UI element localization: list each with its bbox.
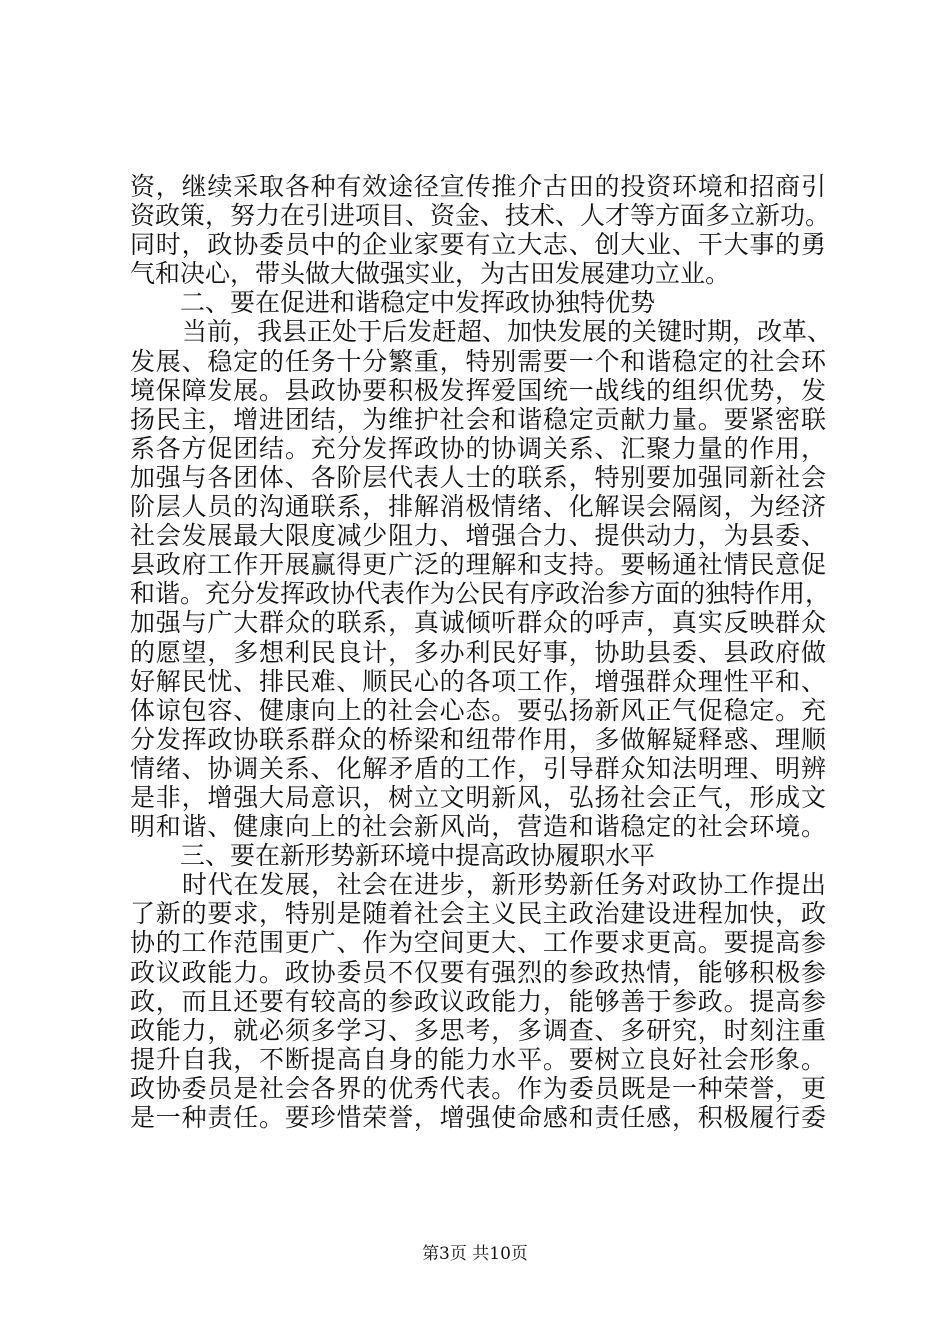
text-line: 政，而且还要有较高的参政议政能力，能够善于参政。提高参 — [130, 986, 826, 1016]
text-line: 系各方促团结。充分发挥政协的协调关系、汇聚力量的作用， — [130, 433, 826, 463]
text-line: 资政策，努力在引进项目、资金、技术、人才等方面多立新功。 — [130, 201, 831, 231]
text-line: 时代在发展，社会在进步，新形势新任务对政协工作提出 — [182, 870, 826, 900]
text-line: 加强与各团体、各阶层代表人士的联系，特别要加强同新社会 — [130, 462, 826, 492]
document-body — [130, 172, 833, 1132]
text-line: 和谐。充分发挥政协代表作为公民有序政治参方面的独特作用， — [130, 579, 831, 609]
text-line: 政议政能力。政协委员不仅要有强烈的参政热情，能够积极参 — [130, 957, 826, 987]
text-line: 气和决心，带头做大做强实业，为古田发展建功立业。 — [130, 259, 731, 289]
text-line: 好解民忧、排民难、顺民心的各项工作，增强群众理性平和、 — [130, 666, 826, 696]
text-line: 体谅包容、健康向上的社会心态。要弘扬新风正气促稳定。充 — [130, 695, 826, 725]
text-line: 加强与广大群众的联系，真诚倾听群众的呼声，真实反映群众 — [130, 608, 826, 638]
text-line: 县政府工作开展赢得更广泛的理解和支持。要畅通社情民意促 — [130, 550, 826, 580]
page-footer: 第3页 共10页 — [422, 1244, 528, 1264]
text-line: 明和谐、健康向上的社会新风尚，营造和谐稳定的社会环境。 — [130, 812, 826, 842]
text-line: 协的工作范围更广、作为空间更大、工作要求更高。要提高参 — [130, 928, 826, 958]
text-line: 提升自我，不断提高自身的能力水平。要树立良好社会形象。 — [130, 1044, 826, 1074]
text-line: 分发挥政协联系群众的桥梁和纽带作用，多做解疑释惑、理顺 — [130, 724, 826, 754]
text-line: 阶层人员的沟通联系，排解消极情绪、化解误会隔阂，为经济 — [130, 492, 826, 522]
text-line: 当前，我县正处于后发赶超、加快发展的关键时期，改革、 — [182, 317, 833, 347]
text-line: 情绪、协调关系、化解矛盾的工作，引导群众知法明理、明辨 — [130, 753, 826, 783]
text-line: 发展、稳定的任务十分繁重，特别需要一个和谐稳定的社会环 — [130, 346, 826, 376]
text-line: 了新的要求，特别是随着社会主义民主政治建设进程加快，政 — [130, 899, 826, 929]
text-line: 同时，政协委员中的企业家要有立大志、创大业、干大事的勇 — [130, 230, 826, 260]
text-line: 是一种责任。要珍惜荣誉，增强使命感和责任感，积极履行委 — [130, 1103, 826, 1132]
section-heading: 二、要在促进和谐稳定中发挥政协独特优势 — [180, 288, 656, 318]
text-line: 的愿望，多想利民良计，多办利民好事，协助县委、县政府做 — [130, 637, 826, 667]
text-line: 资，继续采取各种有效途径宣传推介古田的投资环境和招商引 — [130, 172, 826, 201]
text-line: 境保障发展。县政协要积极发挥爱国统一战线的组织优势，发 — [130, 375, 826, 405]
text-line: 政协委员是社会各界的优秀代表。作为委员既是一种荣誉，更 — [130, 1073, 826, 1103]
text-line: 社会发展最大限度减少阻力、增强合力、提供动力，为县委、 — [130, 521, 826, 551]
text-line: 扬民主，增进团结，为维护社会和谐稳定贡献力量。要紧密联 — [130, 404, 826, 434]
text-line: 是非，增强大局意识，树立文明新风，弘扬社会正气，形成文 — [130, 782, 826, 812]
section-heading: 三、要在新形势新环境中提高政协履职水平 — [180, 841, 656, 871]
text-line: 政能力，就必须多学习、多思考，多调查、多研究，时刻注重 — [130, 1015, 826, 1045]
